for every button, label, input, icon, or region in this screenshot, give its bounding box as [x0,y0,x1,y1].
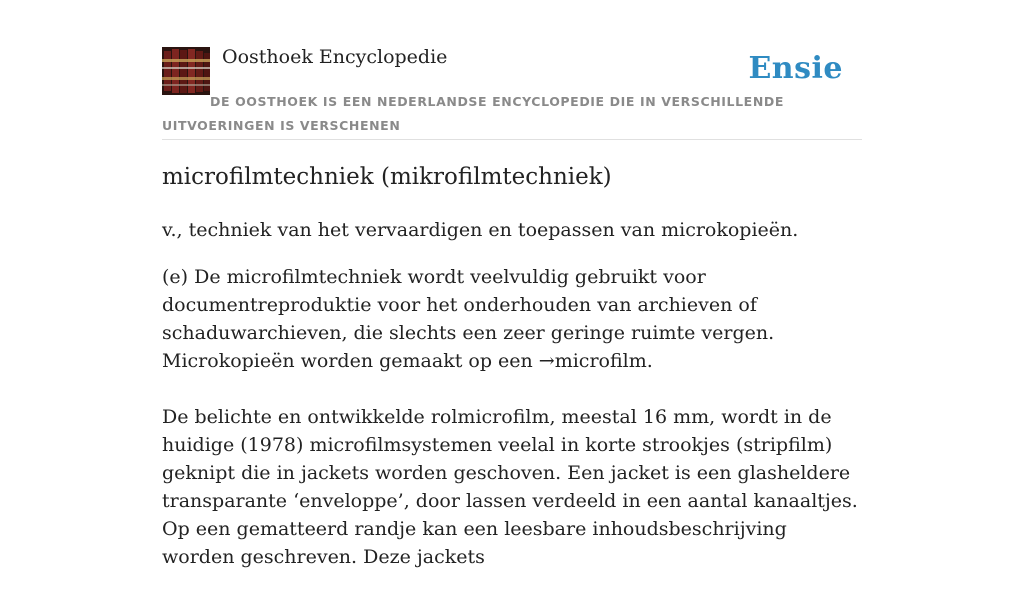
brand-logo[interactable]: Ensie [748,51,843,86]
article-body [162,216,862,599]
encyclopedia-books-avatar[interactable] [162,47,210,95]
article-definition: v., techniek van het vervaardigen en toepassen van microkopieën. [162,219,799,241]
books-icon [162,47,210,95]
page [162,0,862,568]
site-tagline: DE OOSTHOEK IS EEN NEDERLANDSE ENCYCLOPEDIE DIE IN VERSCHILLENDE UITVOERINGEN IS VERSCHENEN [162,94,784,133]
article-paragraph: (e) De microfilmtechniek wordt veelvuldig gebruikt voor documentreproduktie voor het onderhouden van archieven of schaduwarchieven, die slechts een zeer geringe ruimte vergen. Microkopieën worden gemaakt op een →microfilm. [162,266,775,372]
site-header [162,0,862,140]
site-name[interactable]: Oosthoek Encyclopedie [222,46,448,68]
article-title: microfilmtechniek (mikrofilmtechniek) [162,164,612,190]
article-paragraph: De belichte en ontwikkelde rolmicrofilm, meestal 16 mm, wordt in de huidige (1978) microfilmsystemen veelal in korte strookjes (stripfilm) geknipt die in jackets worden geschoven. Een jacket is een glasheldere transparante ‘enveloppe’, door lassen verdeeld in een aantal kanaaltjes. Op een gematteerd randje kan een leesbare inhoudsbeschrijving worden geschreven. Deze jackets [162,406,858,568]
